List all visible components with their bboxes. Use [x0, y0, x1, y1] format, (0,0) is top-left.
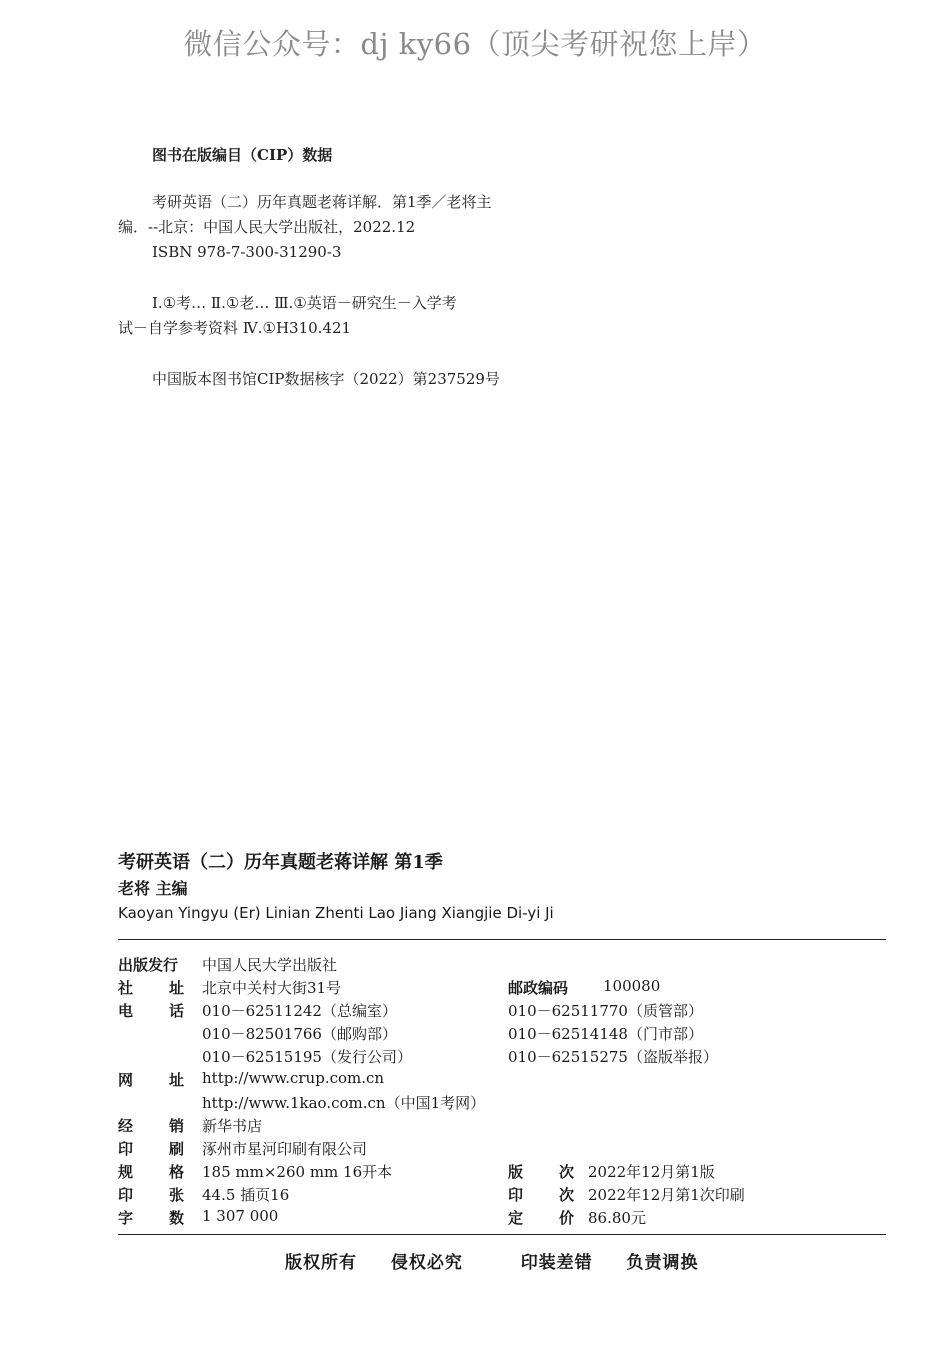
spec-label: 规 格	[118, 1163, 184, 1181]
cip-entry-line1: 考研英语（二）历年真题老蒋详解．第1季／老将主	[152, 193, 492, 211]
phone-right-1: 010－62511770（质管部）	[508, 1002, 703, 1020]
footer-text-2: 侵权必究	[390, 1253, 463, 1273]
bottom-divider	[118, 1234, 886, 1235]
book-author: 老将 主编	[118, 879, 188, 898]
cip-record-text: 中国版本图书馆CIP数据核字（2022）第237529号	[152, 370, 500, 388]
address-label: 社 址	[118, 979, 184, 997]
copyright-notice	[285, 1248, 699, 1273]
phone-right-3: 010－62515275（盗版举报）	[508, 1048, 718, 1066]
top-divider	[118, 939, 886, 940]
web-url-1: http://www.crup.com.cn	[202, 1069, 385, 1087]
cip-record	[118, 367, 578, 392]
edition-label: 版 次	[508, 1163, 574, 1181]
phone-right-2: 010－62514148（门市部）	[508, 1025, 703, 1043]
cip-entry-line2: 编．--北京：中国人民大学出版社，2022.12	[118, 218, 416, 236]
price-value: 86.80元	[588, 1209, 646, 1227]
publisher-label: 出版发行	[118, 956, 179, 974]
watermark-text: 微信公众号：dj ky66（顶尖考研祝您上岸）	[183, 27, 767, 61]
words-value: 1 307 000	[202, 1207, 279, 1225]
cip-title: 图书在版编目（CIP）数据	[152, 146, 333, 164]
cip-class-line1: Ⅰ.①考… Ⅱ.①老… Ⅲ.①英语－研究生－入学考	[152, 294, 457, 312]
publisher-value: 中国人民大学出版社	[202, 956, 338, 974]
web-label: 网 址	[118, 1071, 184, 1089]
words-label: 字 数	[118, 1209, 184, 1227]
sheets-label: 印 张	[118, 1186, 184, 1204]
dist-label: 经 销	[118, 1117, 184, 1135]
edition-value: 2022年12月第1版	[588, 1163, 715, 1181]
impression-value: 2022年12月第1次印刷	[588, 1186, 745, 1204]
footer-text-3: 印装差错	[520, 1253, 593, 1273]
footer-text-4: 负责调换	[626, 1253, 699, 1273]
book-title-pinyin: Kaoyan Yingyu (Er) Linian Zhenti Lao Jiang Xiangjie Di-yi Ji	[118, 904, 554, 922]
cip-classification	[118, 291, 578, 341]
phone-left-1: 010－62511242（总编室）	[202, 1002, 397, 1020]
book-title-cn: 考研英语（二）历年真题老蒋详解 第1季	[118, 852, 443, 873]
postcode-label: 邮政编码	[508, 979, 569, 997]
footer-text-1: 版权所有	[285, 1253, 357, 1273]
spec-value: 185 mm×260 mm 16开本	[202, 1163, 393, 1181]
sheets-value: 44.5 插页16	[202, 1186, 290, 1204]
cip-class-line2: 试－自学参考资料 Ⅳ.①H310.421	[118, 319, 352, 337]
print-label: 印 刷	[118, 1140, 184, 1158]
cip-isbn: ISBN 978-7-300-31290-3	[152, 243, 342, 261]
phone-label: 电 话	[118, 1002, 184, 1020]
cip-entry	[118, 190, 578, 265]
postcode-value: 100080	[603, 977, 661, 995]
address-value: 北京中关村大街31号	[202, 979, 342, 997]
web-url-2: http://www.1kao.com.cn（中国1考网）	[202, 1094, 486, 1112]
impression-label: 印 次	[508, 1186, 574, 1204]
price-label: 定 价	[508, 1209, 574, 1227]
phone-left-3: 010－62515195（发行公司）	[202, 1048, 412, 1066]
phone-left-2: 010－82501766（邮购部）	[202, 1025, 397, 1043]
print-value: 涿州市星河印刷有限公司	[202, 1140, 368, 1158]
dist-value: 新华书店	[202, 1117, 263, 1135]
